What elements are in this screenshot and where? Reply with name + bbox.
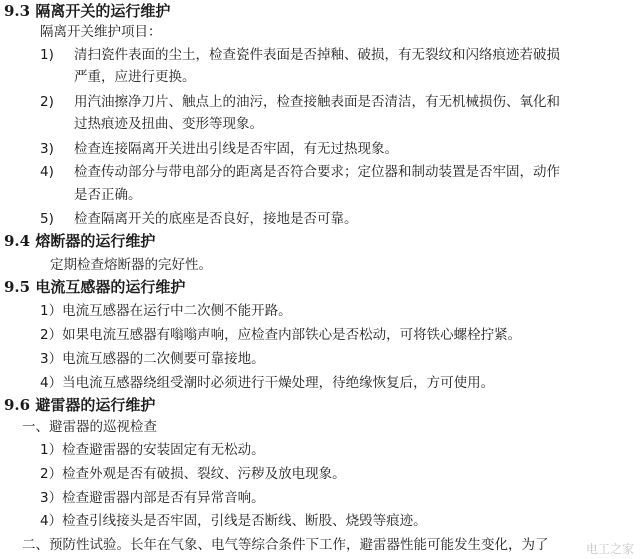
list-item bbox=[40, 93, 54, 111]
list-item bbox=[40, 46, 54, 64]
section-heading-9-6 bbox=[4, 396, 155, 414]
list-item bbox=[40, 374, 494, 392]
list-item-text: 检查外观是否有破损、裂纹、污秽及放电现象。 bbox=[62, 466, 346, 482]
list-item bbox=[40, 465, 346, 483]
section-title: 隔离开关的运行维护 bbox=[35, 2, 171, 20]
list-marker: 4） bbox=[40, 513, 63, 529]
section-heading-9-5 bbox=[4, 278, 185, 296]
list-item-text: 检查连接隔离开关进出引线是否牢固，有无过热现象。 bbox=[74, 141, 398, 157]
list-marker: 4） bbox=[40, 375, 63, 391]
list-item bbox=[40, 326, 521, 344]
list-marker: 1） bbox=[40, 303, 63, 319]
section-number: 9.3 bbox=[4, 2, 31, 20]
list-item-text: 检查避雷器内部是否有异常音响。 bbox=[62, 490, 265, 506]
list-item-text-cont: 是否正确。 bbox=[74, 187, 142, 203]
section-intro: 隔离开关维护项目： bbox=[40, 24, 162, 40]
list-item-text: 检查引线接头是否牢固，引线是否断线、断股、烧毁等痕迹。 bbox=[62, 513, 427, 529]
list-item-text: 检查隔离开关的底座是否良好，接地是否可靠。 bbox=[74, 211, 358, 227]
watermark: 电工之家 bbox=[585, 542, 634, 556]
subsection-title: 二、预防性试验。长年在气象、电气等综合条件下工作，避雷器性能可能发生变化，为了 bbox=[22, 537, 549, 553]
list-item-text: 检查避雷器的安装固定有无松动。 bbox=[62, 442, 265, 458]
list-item bbox=[40, 350, 265, 368]
list-marker: 3） bbox=[40, 351, 63, 367]
list-marker: 2) bbox=[40, 94, 54, 110]
list-item-text: 电流互感器的二次侧要可靠接地。 bbox=[62, 351, 265, 367]
section-text: 定期检查熔断器的完好性。 bbox=[50, 257, 212, 273]
list-marker: 3） bbox=[40, 490, 63, 506]
list-item-text: 用汽油擦净刀片、触点上的油污，检查接触表面是否清洁，有无机械损伤、氧化和 bbox=[74, 94, 560, 110]
list-marker: 2） bbox=[40, 466, 63, 482]
list-item-text: 如果电流互感器有嗡嗡声响，应检查内部铁心是否松动，可将铁心螺栓拧紧。 bbox=[62, 327, 522, 343]
section-title: 熔断器的运行维护 bbox=[35, 232, 156, 250]
list-marker: 1) bbox=[40, 47, 54, 63]
section-number: 9.4 bbox=[4, 232, 31, 250]
list-marker: 2） bbox=[40, 327, 63, 343]
list-item-text: 当电流互感器绕组受潮时必须进行干燥处理，待绝缘恢复后，方可使用。 bbox=[62, 375, 495, 391]
list-item bbox=[40, 441, 265, 459]
list-item bbox=[40, 512, 427, 530]
list-marker: 1） bbox=[40, 442, 63, 458]
list-item bbox=[40, 163, 54, 181]
section-title: 电流互感器的运行维护 bbox=[35, 278, 186, 296]
section-heading-9-3 bbox=[4, 2, 170, 20]
list-item bbox=[40, 210, 54, 228]
list-item-text: 检查传动部分与带电部分的距离是否符合要求；定位器和制动装置是否牢固，动作 bbox=[74, 164, 560, 180]
subsection-title: 一、避雷器的巡视检查 bbox=[22, 419, 157, 435]
list-marker: 5) bbox=[40, 211, 54, 227]
section-heading-9-4 bbox=[4, 232, 155, 250]
list-item-text: 清扫瓷件表面的尘土，检查瓷件表面是否掉釉、破损，有无裂纹和闪络痕迹若破损 bbox=[74, 47, 560, 63]
section-number: 9.6 bbox=[4, 396, 31, 414]
section-title: 避雷器的运行维护 bbox=[35, 396, 156, 414]
list-item-text-cont: 严重，应进行更换。 bbox=[74, 69, 196, 85]
list-item bbox=[40, 489, 265, 507]
list-marker: 4) bbox=[40, 164, 54, 180]
list-item-text-cont: 过热痕迹及扭曲、变形等现象。 bbox=[74, 116, 263, 132]
list-item bbox=[40, 140, 54, 158]
section-number: 9.5 bbox=[4, 278, 31, 296]
list-item-text: 电流互感器在运行中二次侧不能开路。 bbox=[62, 303, 292, 319]
list-item bbox=[40, 302, 292, 320]
list-marker: 3) bbox=[40, 141, 54, 157]
